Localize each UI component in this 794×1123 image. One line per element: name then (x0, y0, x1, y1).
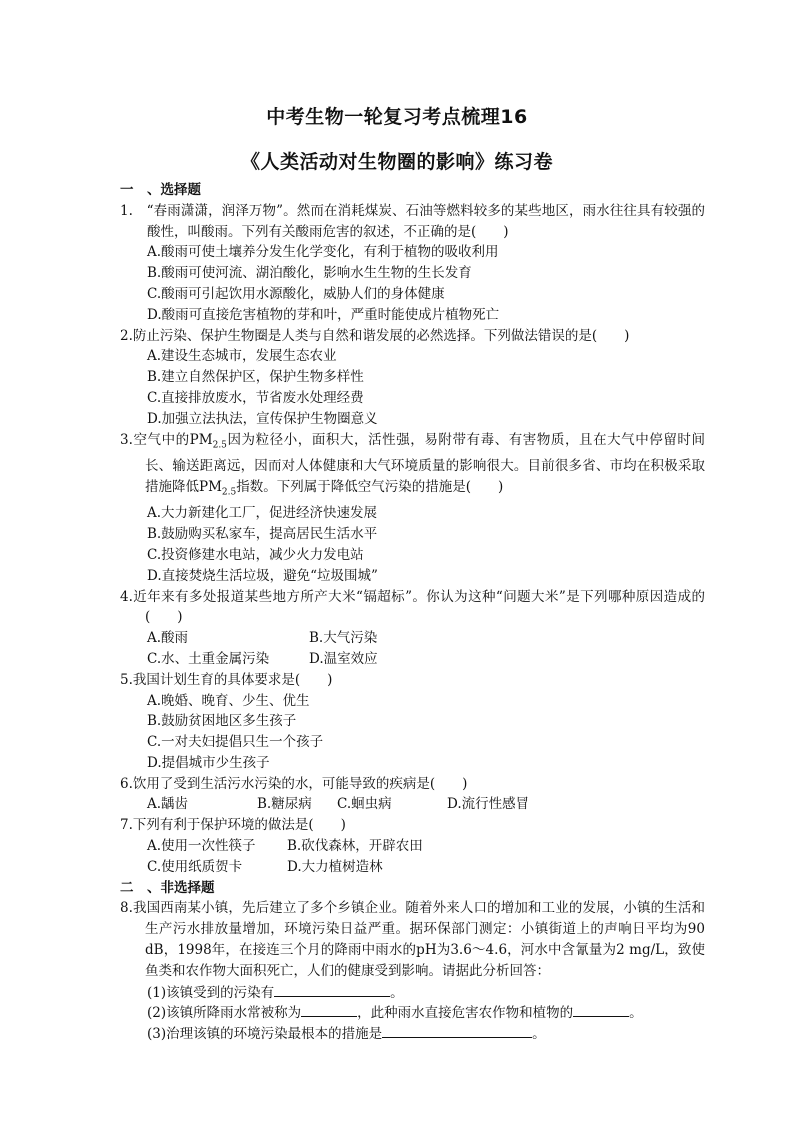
answer-blank-1[interactable] (274, 982, 390, 997)
question-3-text-part-2: 因为粒径小，面积大，活性强，易附带有毒、有害物质，且在大气中停留时间长、输送距离远，因而对人体健康和大气环境质量的影响很大。目前很多省、市均在积极采取措施降低PM (145, 431, 705, 495)
question-2-option-d: D.加强立法执法，宣传保护生物圈意义 (147, 410, 378, 427)
question-1-option-b: B.酸雨可使河流、湖泊酸化，影响水生生物的生长发育 (147, 265, 472, 282)
question-5-text: 5.我国计划生育的具体要求是( ) (120, 671, 333, 688)
answer-blank-4[interactable] (382, 1023, 532, 1038)
question-7-text: 7.下列有利于保护环境的做法是( ) (120, 817, 346, 834)
question-6-option-a: A.龋齿 (147, 796, 189, 813)
question-5-option-a: A.晚婚、晚育、少生、优生 (147, 692, 310, 709)
question-4-option-c: C.水、土重金属污染 (147, 650, 270, 667)
question-6-option-d: D.流行性感冒 (447, 796, 530, 813)
pm-subscript-2: 2.5 (221, 487, 237, 498)
question-3-option-b: B.鼓励购买私家车，提高居民生活水平 (147, 526, 378, 543)
question-8-part-3-end: 。 (532, 1026, 546, 1043)
question-4 (120, 587, 705, 670)
question-2-option-b: B.建立自然保护区，保护生物多样性 (147, 369, 364, 386)
question-2-option-a: A.建设生态城市，发展生态农业 (147, 348, 337, 365)
question-3-text-part-3: 指数。下列属于降低空气污染的措施是( ) (236, 478, 504, 495)
question-1-option-c: C.酸雨可引起饮用水源酸化，威胁人们的身体健康 (147, 285, 445, 302)
question-8-part-3 (120, 1023, 705, 1044)
question-7-option-c: C.使用纸质贺卡 (147, 858, 243, 875)
question-8-part-2 (120, 1002, 705, 1023)
question-4-option-a: A.酸雨 (147, 630, 189, 647)
question-8-part-2-prompt: (2)该镇所降雨水常被称为 (147, 1005, 302, 1022)
question-3-option-c: C.投资修建水电站，减少火力发电站 (147, 546, 364, 563)
question-8-part-1-prompt: (1)该镇受到的污染有 (147, 984, 275, 1001)
question-1-option-a: A.酸雨可使土壤养分发生化学变化，有利于植物的吸收利用 (147, 244, 499, 261)
question-2 (120, 326, 705, 430)
question-5-option-d: D.提倡城市少生孩子 (147, 754, 270, 771)
section-heading-non-choice: 二 、非选择题 (120, 879, 215, 896)
question-5-option-c: C.一对夫妇提倡只生一个孩子 (147, 734, 324, 751)
answer-blank-2[interactable] (301, 1002, 357, 1017)
answer-blank-3[interactable] (573, 1002, 629, 1017)
question-3-text-part-1: 3.空气中的PM (120, 431, 213, 448)
question-5-option-b: B.鼓励贫困地区多生孩子 (147, 713, 297, 730)
question-3 (120, 430, 705, 587)
question-2-option-c: C.直接排放废水，节省废水处理经费 (147, 389, 364, 406)
question-4-text: 4.近年来有多处报道某些地方所产大米“镉超标”。你认为这种“问题大米”是下列哪种原因造成的( ) (120, 588, 705, 626)
question-1 (120, 201, 705, 326)
question-1-option-d: D.酸雨可直接危害植物的芽和叶，严重时能使成片植物死亡 (147, 306, 500, 323)
question-4-option-d: D.温室效应 (309, 650, 378, 667)
question-7-option-b: B.砍伐森林，开辟农田 (287, 838, 423, 855)
question-8-text: 8.我国西南某小镇，先后建立了多个乡镇企业。随着外来人口的增加和工业的发展，小镇的生活和生产污水排放量增加，环境污染日益严重。据环保部门测定：小镇街道上的声响日平均为90 dB，1998年，在接连三个月的降雨中雨水的pH为3.6～4.6，河水中含氰量为2 mg/L，致使鱼类和农作物大面积死亡，人们的健康受到影响。请据此分析回答： (120, 900, 705, 979)
question-6-text: 6.饮用了受到生活污水污染的水，可能导致的疾病是( ) (120, 775, 468, 792)
question-8-part-1 (120, 982, 705, 1003)
question-6 (120, 774, 705, 816)
question-3-option-d: D.直接焚烧生活垃圾，避免“垃圾围城” (147, 567, 378, 584)
question-8-part-3-prompt: (3)治理该镇的环境污染最根本的措施是 (147, 1026, 383, 1043)
question-7-option-a: A.使用一次性筷子 (147, 838, 256, 855)
title-line-2: 《人类活动对生物圈的影响》练习卷 (240, 151, 553, 173)
question-6-option-c: C.蛔虫病 (337, 796, 392, 813)
question-1-text: 1. “春雨潇潇，润泽万物”。然而在消耗煤炭、石油等燃料较多的某些地区，雨水往往具有较强的酸性，叫酸雨。下列有关酸雨危害的叙述，不正确的是( ) (120, 202, 705, 240)
worksheet-body (120, 180, 705, 1044)
question-8-part-2-end: 。 (629, 1005, 643, 1022)
question-7-option-d: D.大力植树造林 (287, 858, 383, 875)
question-6-option-b: B.糖尿病 (257, 796, 312, 813)
question-7 (120, 815, 705, 877)
question-4-option-b: B.大气污染 (309, 630, 378, 647)
pm-subscript-1: 2.5 (212, 440, 227, 451)
question-3-option-a: A.大力新建化工厂，促进经济快速发展 (147, 505, 378, 522)
question-8 (120, 898, 705, 1044)
question-8-part-1-end: 。 (390, 984, 404, 1001)
question-3-text (120, 430, 705, 504)
title-line-1: 中考生物一轮复习考点梳理16 (266, 106, 528, 128)
question-5 (120, 670, 705, 774)
question-8-part-2-middle: ，此种雨水直接危害农作物和植物的 (357, 1005, 574, 1022)
section-heading-choice: 一 、选择题 (120, 182, 201, 198)
question-2-text: 2.防止污染、保护生物圈是人类与自然和谐发展的必然选择。下列做法错误的是( ) (120, 327, 630, 344)
